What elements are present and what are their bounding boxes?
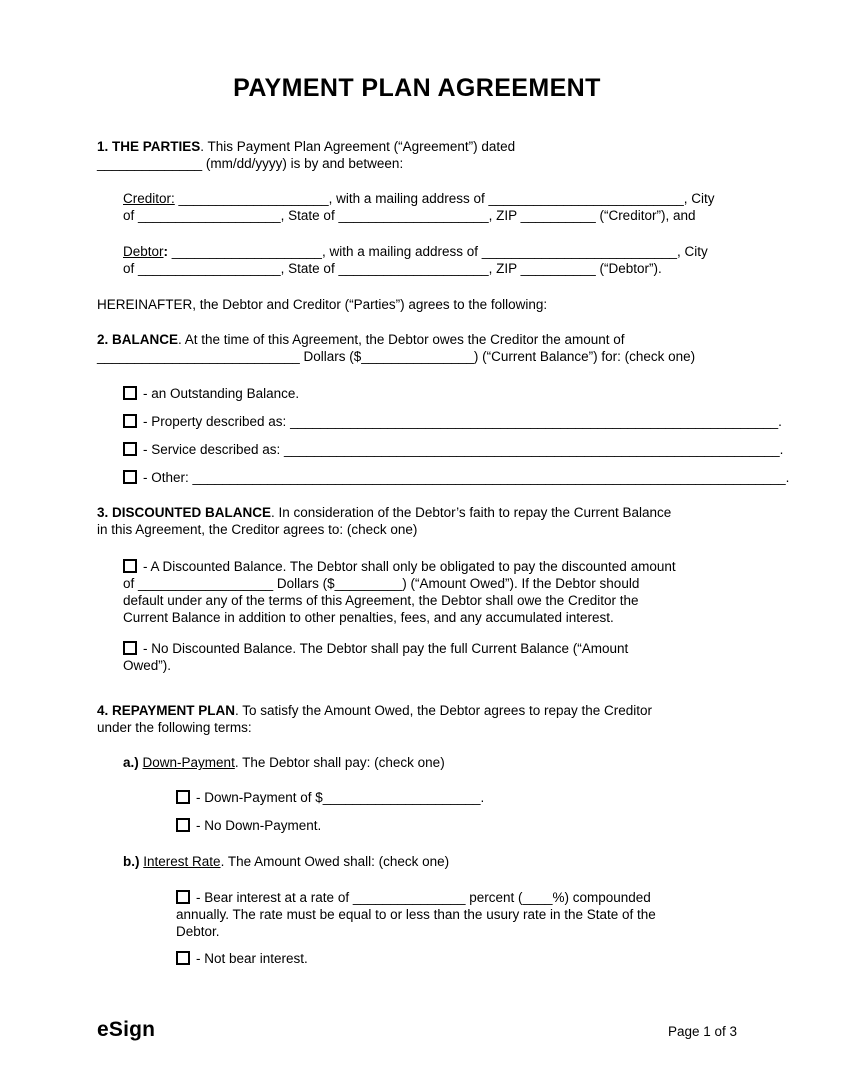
text-segment: under the following terms: — [97, 720, 252, 735]
option-not-bear-interest — [176, 950, 737, 967]
page-title: PAYMENT PLAN AGREEMENT — [233, 74, 601, 102]
text-segment: . The Debtor shall pay: (check one) — [234, 755, 445, 770]
checkbox-no-down-payment[interactable] — [176, 818, 190, 832]
checkbox-discounted-balance[interactable] — [123, 559, 137, 573]
option-label — [123, 641, 628, 673]
option-no-discounted-balance — [123, 640, 737, 674]
subsection-b-interest-rate-heading — [123, 853, 737, 870]
text-segment: - Service described as: __________________________________________________________________. — [143, 442, 784, 457]
text-segment: default under any of the terms of this Agreement, the Debtor shall owe the Creditor the — [123, 593, 639, 608]
text-segment: : — [163, 244, 169, 259]
text-segment: - No Down-Payment. — [196, 818, 322, 833]
option-property-described — [123, 413, 782, 430]
section-2-balance-heading — [97, 331, 737, 365]
page-number: Page 1 of 3 — [667, 1024, 737, 1039]
text-segment: ___________________________ Dollars ($_______________) (“Current Balance”) for: (check one) — [97, 349, 696, 364]
checkbox-not-bear-interest[interactable] — [176, 951, 190, 965]
option-label — [196, 790, 484, 805]
text-segment: . To satisfy the Amount Owed, the Debtor agrees to repay the Creditor — [235, 703, 653, 718]
checkbox-service-described[interactable] — [123, 442, 137, 456]
text-segment: Current Balance in addition to other penalties, fees, and any accumulated interest. — [123, 610, 614, 625]
text-segment: Interest Rate — [143, 854, 221, 869]
text-segment: of __________________ Dollars ($_________) (“Amount Owed”). If the Debtor should — [123, 576, 640, 591]
option-discounted-balance — [123, 558, 737, 626]
text-segment: - Not bear interest. — [196, 951, 308, 966]
text-segment: ____________________, with a mailing address of __________________________, City — [168, 244, 708, 259]
text-segment: - an Outstanding Balance. — [143, 386, 300, 401]
option-label — [196, 951, 308, 966]
text-segment: - Other: _______________________________________________________________________________. — [143, 470, 790, 485]
text-segment: 4. REPAYMENT PLAN — [97, 703, 236, 718]
checkbox-no-discounted-balance[interactable] — [123, 641, 137, 655]
text-segment: Down-Payment — [142, 755, 235, 770]
option-no-down-payment — [176, 817, 737, 834]
page-footer — [97, 1018, 737, 1041]
debtor-clause — [123, 243, 737, 277]
text-segment: annually. The rate must be equal to or less than the usury rate in the State of the — [176, 907, 656, 922]
option-label — [143, 442, 783, 457]
option-label — [143, 386, 299, 401]
section-4-repayment-plan-heading — [97, 702, 737, 736]
text-segment: - Bear interest at a rate of _______________ percent (____%) compounded — [196, 890, 651, 905]
option-down-payment — [176, 789, 737, 806]
text-segment: . This Payment Plan Agreement (“Agreement”) dated — [200, 139, 516, 154]
option-label — [143, 470, 789, 485]
text-segment: Debtor — [123, 244, 164, 259]
text-segment: 2. BALANCE — [97, 332, 179, 347]
checkbox-down-payment[interactable] — [176, 790, 190, 804]
option-label — [176, 890, 656, 939]
text-segment: Creditor: — [123, 191, 175, 206]
checkbox-other[interactable] — [123, 470, 137, 484]
text-segment: Debtor. — [176, 924, 220, 939]
option-label — [123, 559, 676, 625]
creditor-clause — [123, 190, 737, 224]
text-segment: a.) — [123, 755, 139, 770]
text-segment: b.) — [123, 854, 140, 869]
hereinafter-clause — [97, 296, 737, 313]
subsection-a-down-payment-heading — [123, 754, 737, 771]
text-segment: 1. THE PARTIES — [97, 139, 201, 154]
text-segment: - Property described as: _________________________________________________________________. — [143, 414, 782, 429]
text-segment: . In consideration of the Debtor’s faith to repay the Current Balance — [271, 505, 672, 520]
section-1-parties-intro — [97, 138, 737, 172]
option-label — [143, 414, 782, 429]
text-segment: - Down-Payment of $_____________________. — [196, 790, 485, 805]
option-service-described — [123, 441, 784, 458]
text-segment: in this Agreement, the Creditor agrees to: (check one) — [97, 522, 418, 537]
text-segment: ____________________, with a mailing address of __________________________, City — [174, 191, 715, 206]
option-outstanding-balance — [123, 385, 737, 402]
text-segment: - A Discounted Balance. The Debtor shall only be obligated to pay the discounted amount — [143, 559, 676, 574]
text-segment: . The Amount Owed shall: (check one) — [220, 854, 450, 869]
option-bear-interest — [176, 889, 737, 940]
option-label — [196, 818, 321, 833]
text-segment: HEREINAFTER, the Debtor and Creditor (“Parties”) agrees to the following: — [97, 297, 548, 312]
checkbox-outstanding-balance[interactable] — [123, 386, 137, 400]
checkbox-property-described[interactable] — [123, 414, 137, 428]
text-segment: of ___________________, State of ____________________, ZIP __________ (“Creditor”), and — [123, 208, 696, 223]
text-segment: ______________ (mm/dd/yyyy) is by and between: — [97, 156, 404, 171]
option-other — [123, 469, 790, 486]
text-segment: 3. DISCOUNTED BALANCE — [97, 505, 272, 520]
section-3-discounted-balance-heading — [97, 504, 737, 538]
esign-logo: eSign — [97, 1018, 156, 1041]
text-segment: of ___________________, State of ____________________, ZIP __________ (“Debtor”). — [123, 261, 662, 276]
text-segment: . At the time of this Agreement, the Debtor owes the Creditor the amount of — [178, 332, 625, 347]
text-segment: Owed”). — [123, 658, 172, 673]
text-segment: - No Discounted Balance. The Debtor shall pay the full Current Balance (“Amount — [143, 641, 629, 656]
checkbox-bear-interest[interactable] — [176, 890, 190, 904]
